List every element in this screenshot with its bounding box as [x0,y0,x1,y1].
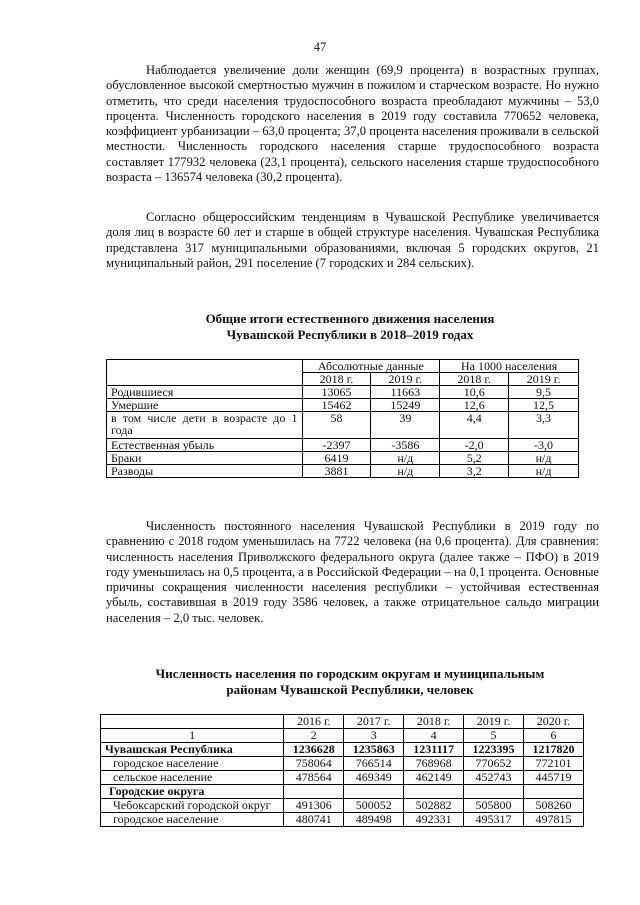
cell: 3,2 [440,465,509,478]
table-row [101,771,584,785]
table2-title-line2: районам Чувашской Республики, человек [226,682,474,697]
cell [524,785,584,799]
table1-title [100,311,600,343]
table-year-row [101,715,584,729]
year-cell: 2017 г. [344,715,404,729]
year-cell: 2018 г. [404,715,464,729]
table-row [101,743,584,757]
cell: 58 [302,412,371,439]
cell: 10,6 [440,386,509,399]
cell: -2397 [302,439,371,452]
row-label: сельское население [101,771,284,785]
row-label: Родившиеся [107,386,303,399]
row-label: Естественная убыль [107,439,303,452]
row-label: Браки [107,452,303,465]
cell: 462149 [404,771,464,785]
cell: 480741 [284,813,344,827]
colnum-cell: 1 [101,729,284,743]
table-row [107,386,579,399]
table-row [107,439,579,452]
header-blank [107,360,303,386]
cell [284,785,344,799]
cell: 772101 [524,757,584,771]
cell [464,785,524,799]
cell: 497815 [524,813,584,827]
colnum-cell: 6 [524,729,584,743]
row-label: Разводы [107,465,303,478]
cell: 758064 [284,757,344,771]
cell: н/д [371,465,440,478]
cell: 3881 [302,465,371,478]
cell: 445719 [524,771,584,785]
cell: 452743 [464,771,524,785]
cell: 469349 [344,771,404,785]
cell: 13065 [302,386,371,399]
table-row [101,813,584,827]
year-cell: 2019 г. [371,373,440,386]
population-table [100,714,584,827]
table1-title-line2: Чувашской Республики в 2018–2019 годах [226,327,474,342]
cell: 1223395 [464,743,524,757]
year-cell: 2020 г. [524,715,584,729]
table2-title-line1: Численность населения по городским округам и муниципальным [155,666,545,681]
year-cell: 2018 г. [440,373,509,386]
cell: 478564 [284,771,344,785]
cell: 508260 [524,799,584,813]
cell: 766514 [344,757,404,771]
cell: 15249 [371,399,440,412]
paragraph-1: Наблюдается увеличение доли женщин (69,9 процента) в возрастных группах, обусловленное высокой смертностью мужчин в пожилом и старческом возрасте. Но нужно отметить, что среди населения трудоспособного возраста преобладают мужчины – 53,0 процента. Численность городского населения в 2019 году составила 770652 человека, коэффициент урбанизации – 63,0 процента; 37,0 процента населения проживали в сельской местности. Численность городского населения старше трудоспособного возраста составляет 177932 человека (23,1 процента), сельского населения старше трудоспособного возраста – 136574 человека (30,2 процента). [106,63,599,185]
cell: 9,5 [509,386,579,399]
header-per-1000: На 1000 населения [440,360,579,373]
table-row [101,757,584,771]
cell: -3,0 [509,439,579,452]
cell: 495317 [464,813,524,827]
cell: 4,4 [440,412,509,439]
row-label: Умершие [107,399,303,412]
row-label: Чебоксарский городской округ [101,799,284,813]
row-label: городское население [101,813,284,827]
cell: 39 [371,412,440,439]
cell: 502882 [404,799,464,813]
cell: 505800 [464,799,524,813]
row-label: Городские округа [101,785,284,799]
cell: 6419 [302,452,371,465]
cell: 489498 [344,813,404,827]
cell: н/д [371,452,440,465]
cell: 768968 [404,757,464,771]
year-cell: 2016 г. [284,715,344,729]
cell: 5,2 [440,452,509,465]
cell: 11663 [371,386,440,399]
table-header-row [107,360,579,373]
cell: 12,6 [440,399,509,412]
cell: -2,0 [440,439,509,452]
natural-movement-table [106,359,579,478]
cell: 12,5 [509,399,579,412]
cell: н/д [509,452,579,465]
cell: 492331 [404,813,464,827]
cell: 1235863 [344,743,404,757]
cell: 3,3 [509,412,579,439]
row-label: в том числе дети в возрасте до 1 года [107,412,303,439]
colnum-cell: 2 [284,729,344,743]
cell: 1231117 [404,743,464,757]
row-label: Чувашская Республика [101,743,284,757]
table-row [107,399,579,412]
table-row [107,465,579,478]
cell [404,785,464,799]
cell: 15462 [302,399,371,412]
colnum-cell: 4 [404,729,464,743]
cell: н/д [509,465,579,478]
table-row [107,412,579,439]
year-cell: 2019 г. [509,373,579,386]
paragraph-2: Согласно общероссийским тенденциям в Чувашской Республике увеличивается доля лиц в возрасте 60 лет и старше в общей структуре населения. Чувашская Республика представлена 317 муниципальными образованиями, включая 5 городских округов, 21 муниципальный район, 291 поселение (7 городских и 284 сельских). [106,210,599,270]
table-colnum-row [101,729,584,743]
cell: 770652 [464,757,524,771]
paragraph-3: Численность постоянного населения Чувашской Республики в 2019 году по сравнению с 2018 годом уменьшилась на 7722 человека (на 0,6 процента). Для сравнения: численность населения Приволжского федерального округа (далее также – ПФО) в 2019 году уменьшилась на 0,5 процента, а в Российской Федерации – на 0,1 процента. Основные причины сокращения численности населения республики – устойчивая естественная убыль, составившая в 2019 году 3586 человек, а также отрицательное сальдо миграции населения – 2,0 тыс. человек. [106,519,599,625]
colnum-cell: 5 [464,729,524,743]
row-label: городское население [101,757,284,771]
table-row [101,799,584,813]
header-blank [101,715,284,729]
year-cell: 2018 г. [302,373,371,386]
cell: 491306 [284,799,344,813]
cell: 1236628 [284,743,344,757]
cell: 500052 [344,799,404,813]
table2-title [100,666,600,698]
table1-title-line1: Общие итоги естественного движения населения [205,311,495,326]
header-absolute: Абсолютные данные [302,360,440,373]
cell: 1217820 [524,743,584,757]
page-number: 47 [313,40,327,54]
cell [344,785,404,799]
table-row [107,452,579,465]
table-row [101,785,584,799]
year-cell: 2019 г. [464,715,524,729]
colnum-cell: 3 [344,729,404,743]
cell: -3586 [371,439,440,452]
